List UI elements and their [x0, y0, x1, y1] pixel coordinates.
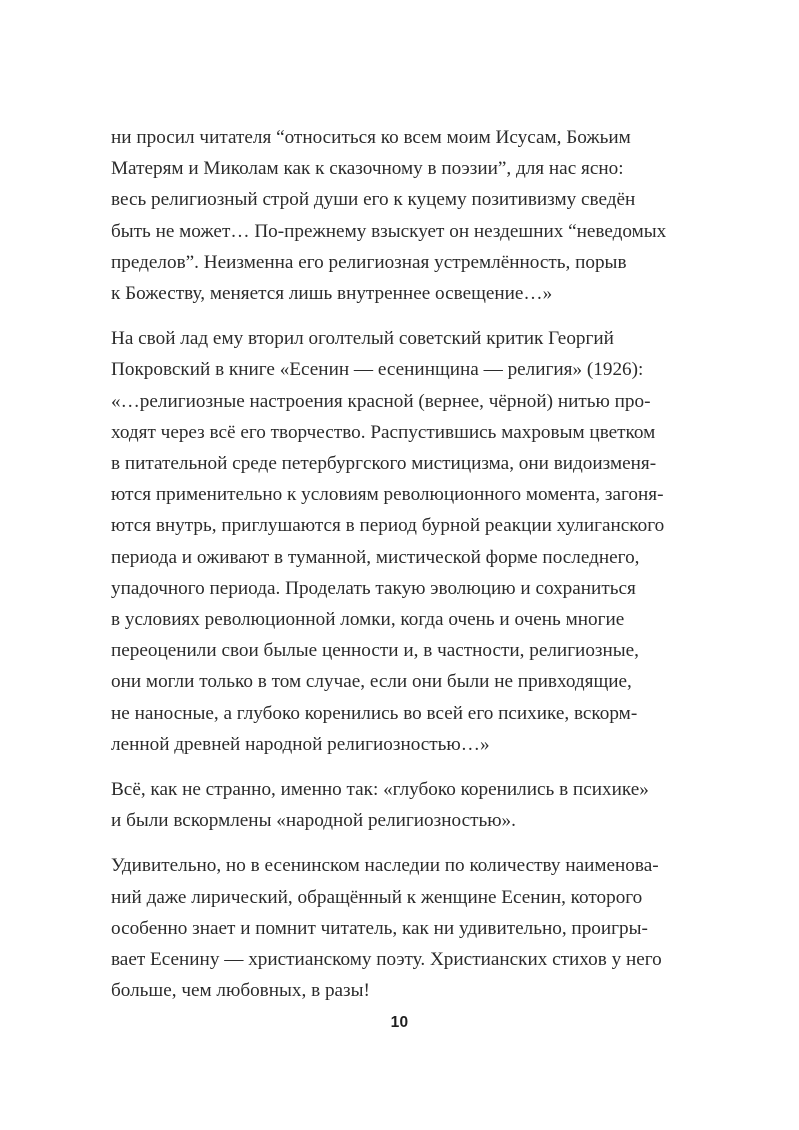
text-line: Матерям и Миколам как к сказочному в поэзии”, для нас ясно: — [111, 158, 624, 180]
text-line: к Божеству, меняется лишь внутреннее освещение…» — [111, 283, 553, 305]
text-line: На свой лад ему вторил оголтелый советский критик Георгий — [111, 328, 614, 350]
text-line: вает Есенину — христианскому поэту. Христианских стихов у него — [111, 949, 662, 971]
body-text-column — [111, 122, 707, 1006]
text-line: Всё, как не странно, именно так: «глубоко коренились в психике» — [111, 779, 649, 801]
text-line: ний даже лирический, обращённый к женщине Есенин, которого — [111, 886, 643, 908]
paragraph — [111, 323, 707, 760]
paragraph — [111, 850, 707, 1006]
text-line: весь религиозный строй души его к куцему позитивизму сведён — [111, 189, 636, 211]
text-line: ленной древней народной религиозностью…» — [111, 733, 490, 755]
text-line: ются внутрь, приглушаются в период бурной реакции хулиганского — [111, 515, 665, 537]
text-line: не наносные, а глубоко коренились во всей его психике, вскорм- — [111, 702, 638, 724]
paragraph — [111, 774, 707, 836]
text-line: особенно знает и помнит читатель, как ни удивительно, проигры- — [111, 917, 648, 939]
text-line: быть не может… По-прежнему взыскует он нездешних “неведомых — [111, 220, 667, 242]
text-line: ются применительно к условиям революционного момента, загоня- — [111, 484, 664, 506]
text-line: «…религиозные настроения красной (вернее, чёрной) нитью про- — [111, 390, 651, 412]
text-line: пределов”. Неизменна его религиозная устремлённость, порыв — [111, 251, 627, 273]
text-line: больше, чем любовных, в разы! — [111, 980, 370, 1002]
text-line: в питательной среде петербургского мистицизма, они видоизменя- — [111, 453, 657, 475]
text-line: упадочного периода. Проделать такую эволюцию и сохраниться — [111, 577, 636, 599]
text-line: ни просил читателя “относиться ко всем моим Исусам, Божьим — [111, 127, 631, 148]
text-line: Покровский в книге «Есенин — есенинщина — религия» (1926): — [111, 359, 644, 381]
paragraph — [111, 122, 707, 309]
text-line: ходят через всё его творчество. Распустившись махровым цветком — [111, 421, 656, 443]
page-number: 10 — [390, 1014, 409, 1031]
text-line: Удивительно, но в есенинском наследии по количеству наименова- — [111, 855, 659, 877]
text-line: они могли только в том случае, если они были не привходящие, — [111, 671, 632, 693]
text-line: в условиях революционной ломки, когда очень и очень многие — [111, 609, 625, 631]
text-line: переоценили свои былые ценности и, в частности, религиозные, — [111, 640, 639, 662]
text-line: периода и оживают в туманной, мистической форме последнего, — [111, 546, 640, 568]
text-line: и были вскормлены «народной религиозностью». — [111, 810, 516, 832]
